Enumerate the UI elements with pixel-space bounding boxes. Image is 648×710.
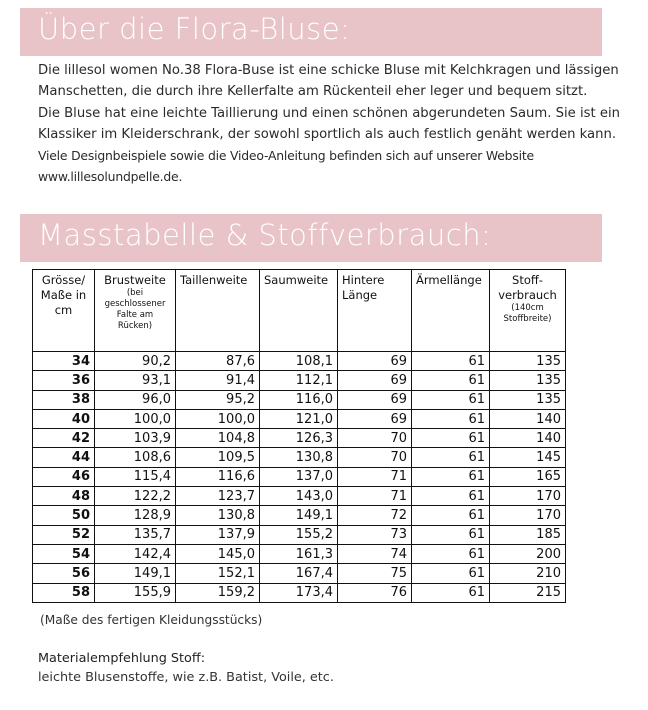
- table-cell: 200: [490, 544, 566, 563]
- table-cell: 69: [338, 371, 412, 390]
- table-cell: 93,1: [95, 371, 176, 390]
- table-cell: 58: [33, 583, 95, 602]
- table-row: [33, 409, 566, 428]
- table-cell: 112,1: [260, 371, 338, 390]
- table-cell: 135: [490, 352, 566, 371]
- table-row: [33, 448, 566, 467]
- table-cell: 135,7: [95, 525, 176, 544]
- website-link[interactable]: www.lillesolundpelle.de.: [38, 169, 183, 185]
- table-cell: 42: [33, 429, 95, 448]
- table-cell: 167,4: [260, 564, 338, 583]
- intro-text: [38, 60, 638, 188]
- table-cell: 61: [412, 429, 490, 448]
- table-cell: 128,9: [95, 506, 176, 525]
- table-cell: 130,8: [260, 448, 338, 467]
- table-row: [33, 506, 566, 525]
- intro-line: Die lillesol women No.38 Flora-Buse ist eine schicke Bluse mit Kelchkragen und lässigen: [38, 63, 619, 78]
- table-cell: 61: [412, 583, 490, 602]
- section-banner-sizes: [20, 214, 602, 262]
- table-cell: 108,6: [95, 448, 176, 467]
- table-cell: 76: [338, 583, 412, 602]
- table-cell: 116,6: [176, 467, 260, 486]
- material-text: leichte Blusenstoffe, wie z.B. Batist, Voile, etc.: [38, 670, 334, 685]
- table-cell: 155,2: [260, 525, 338, 544]
- table-cell: 36: [33, 371, 95, 390]
- table-cell: 38: [33, 390, 95, 409]
- table-cell: 137,0: [260, 467, 338, 486]
- table-cell: 95,2: [176, 390, 260, 409]
- header-bust-note: (bei geschlossener Falte am Rücken): [104, 288, 166, 331]
- table-cell: 170: [490, 506, 566, 525]
- table-cell: 40: [33, 409, 95, 428]
- table-cell: 215: [490, 583, 566, 602]
- table-cell: 140: [490, 429, 566, 448]
- table-cell: 140: [490, 409, 566, 428]
- table-cell: 61: [412, 448, 490, 467]
- table-cell: 96,0: [95, 390, 176, 409]
- header-back-length: Hintere Länge: [338, 270, 412, 352]
- table-cell: 70: [338, 429, 412, 448]
- table-cell: 34: [33, 352, 95, 371]
- table-cell: 159,2: [176, 583, 260, 602]
- table-cell: 72: [338, 506, 412, 525]
- table-cell: 143,0: [260, 487, 338, 506]
- table-cell: 71: [338, 487, 412, 506]
- table-cell: 149,1: [95, 564, 176, 583]
- table-cell: 91,4: [176, 371, 260, 390]
- table-row: [33, 429, 566, 448]
- table-cell: 145: [490, 448, 566, 467]
- table-cell: 61: [412, 564, 490, 583]
- header-waist: Taillenweite: [176, 270, 260, 352]
- table-cell: 74: [338, 544, 412, 563]
- table-cell: 61: [412, 352, 490, 371]
- table-cell: 210: [490, 564, 566, 583]
- header-fabric-label: Stoff-verbrauch: [498, 273, 557, 302]
- table-cell: 142,4: [95, 544, 176, 563]
- table-row: [33, 487, 566, 506]
- table-row: [33, 467, 566, 486]
- table-cell: 61: [412, 525, 490, 544]
- header-bust-label: Brustweite: [104, 273, 166, 287]
- table-cell: 103,9: [95, 429, 176, 448]
- table-row: [33, 352, 566, 371]
- table-cell: 104,8: [176, 429, 260, 448]
- header-fabric: [490, 270, 566, 352]
- header-size: Grösse/ Maße in cm: [33, 270, 95, 352]
- table-cell: 130,8: [176, 506, 260, 525]
- table-cell: 116,0: [260, 390, 338, 409]
- table-header-row: [33, 270, 566, 352]
- table-cell: 75: [338, 564, 412, 583]
- table-cell: 108,1: [260, 352, 338, 371]
- table-cell: 121,0: [260, 409, 338, 428]
- table-cell: 54: [33, 544, 95, 563]
- table-cell: 170: [490, 487, 566, 506]
- table-cell: 50: [33, 506, 95, 525]
- table-cell: 46: [33, 467, 95, 486]
- table-cell: 56: [33, 564, 95, 583]
- table-cell: 44: [33, 448, 95, 467]
- table-cell: 87,6: [176, 352, 260, 371]
- table-cell: 61: [412, 390, 490, 409]
- table-note: (Maße des fertigen Kleidungsstücks): [40, 613, 263, 627]
- table-row: [33, 371, 566, 390]
- table-cell: 52: [33, 525, 95, 544]
- table-row: [33, 390, 566, 409]
- intro-line: Manschetten, die durch ihre Kellerfalte am Rückenteil eher leger und bequem sitzt.: [38, 84, 588, 100]
- intro-line: Klassiker im Kleiderschrank, der sowohl sportlich als auch festlich genäht werden kann.: [38, 126, 617, 142]
- table-row: [33, 544, 566, 563]
- header-fabric-note: (140cm Stoffbreite): [503, 303, 552, 324]
- table-cell: 61: [412, 467, 490, 486]
- table-cell: 73: [338, 525, 412, 544]
- table-cell: 149,1: [260, 506, 338, 525]
- intro-line: Die Bluse hat eine leichte Taillierung und einen schönen abgerundeten Saum. Sie ist ein: [38, 105, 621, 121]
- section-title-sizes: Masstabelle & Stoffverbrauch:: [38, 218, 492, 252]
- table-cell: 135: [490, 371, 566, 390]
- table-cell: 100,0: [176, 409, 260, 428]
- table-cell: 165: [490, 467, 566, 486]
- section-banner-about: [20, 8, 602, 56]
- table-cell: 152,1: [176, 564, 260, 583]
- table-cell: 161,3: [260, 544, 338, 563]
- header-sleeve: Ärmellänge: [412, 270, 490, 352]
- table-row: [33, 583, 566, 602]
- table-cell: 48: [33, 487, 95, 506]
- table-cell: 70: [338, 448, 412, 467]
- table-cell: 155,9: [95, 583, 176, 602]
- table-cell: 69: [338, 409, 412, 428]
- table-cell: 185: [490, 525, 566, 544]
- table-cell: 90,2: [95, 352, 176, 371]
- size-table: [32, 269, 566, 603]
- header-hem: Saumweite: [260, 270, 338, 352]
- header-bust: [95, 270, 176, 352]
- material-title: Materialempfehlung Stoff:: [38, 651, 206, 666]
- table-cell: 61: [412, 544, 490, 563]
- table-row: [33, 525, 566, 544]
- table-cell: 123,7: [176, 487, 260, 506]
- table-cell: 69: [338, 390, 412, 409]
- intro-line: Viele Designbeispiele sowie die Video-Anleitung befinden sich auf unserer Website: [38, 148, 534, 164]
- table-cell: 61: [412, 487, 490, 506]
- table-cell: 109,5: [176, 448, 260, 467]
- table-cell: 61: [412, 371, 490, 390]
- table-cell: 137,9: [176, 525, 260, 544]
- table-cell: 69: [338, 352, 412, 371]
- table-row: [33, 564, 566, 583]
- section-title-about: Über die Flora-Bluse:: [38, 12, 351, 46]
- table-cell: 145,0: [176, 544, 260, 563]
- table-cell: 100,0: [95, 409, 176, 428]
- table-cell: 115,4: [95, 467, 176, 486]
- table-cell: 61: [412, 409, 490, 428]
- table-cell: 71: [338, 467, 412, 486]
- table-cell: 122,2: [95, 487, 176, 506]
- table-cell: 173,4: [260, 583, 338, 602]
- table-cell: 126,3: [260, 429, 338, 448]
- table-cell: 61: [412, 506, 490, 525]
- table-body: [33, 352, 566, 603]
- table-cell: 135: [490, 390, 566, 409]
